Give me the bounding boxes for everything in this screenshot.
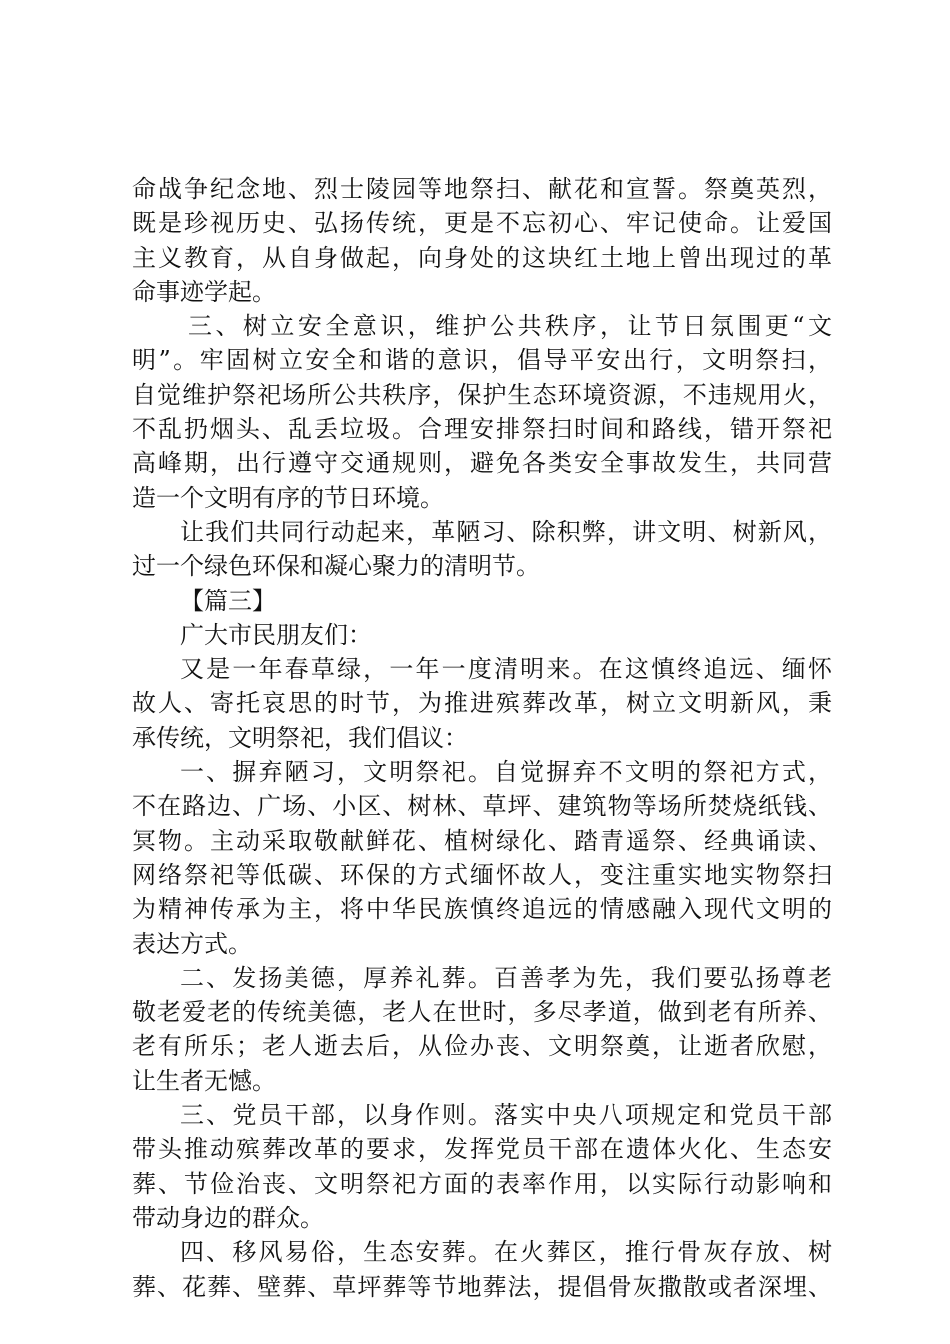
text-line: 为精神传承为主，将中华民族慎终追远的情感融入现代文明的 bbox=[132, 895, 832, 924]
text-line: 三、树立安全意识，维护公共秩序，让节日氛围更“文 bbox=[188, 312, 832, 341]
text-line: 不在路边、广场、小区、树林、草坪、建筑物等场所焚烧纸钱、 bbox=[132, 792, 832, 821]
text-line: 既是珍视历史、弘扬传统，更是不忘初心、牢记使命。让爱国 bbox=[132, 209, 832, 238]
text-line: 过一个绿色环保和凝心聚力的清明节。 bbox=[132, 552, 540, 581]
text-line: 广大市民朋友们： bbox=[180, 620, 372, 649]
text-line: 明”。牢固树立安全和谐的意识，倡导平安出行，文明祭扫， bbox=[132, 346, 832, 375]
document-body-text bbox=[132, 172, 832, 1304]
text-line: 让生者无憾。 bbox=[132, 1066, 276, 1095]
text-line: 老有所乐；老人逝去后，从俭办丧、文明祭奠，让逝者欣慰， bbox=[132, 1032, 832, 1061]
text-line: 带头推动殡葬改革的要求，发挥党员干部在遗体火化、生态安 bbox=[132, 1135, 832, 1164]
text-line: 冥物。主动采取敬献鲜花、植树绿化、踏青遥祭、经典诵读、 bbox=[132, 826, 832, 855]
text-line: 自觉维护祭祀场所公共秩序，保护生态环境资源，不违规用火， bbox=[132, 380, 832, 409]
text-line: 命战争纪念地、烈士陵园等地祭扫、献花和宣誓。祭奠英烈， bbox=[132, 175, 832, 203]
text-line: 一、摒弃陋习，文明祭祀。自觉摒弃不文明的祭祀方式， bbox=[180, 758, 832, 787]
text-line: 高峰期，出行遵守交通规则，避免各类安全事故发生，共同营 bbox=[132, 449, 832, 478]
text-line: 三、党员干部，以身作则。落实中央八项规定和党员干部 bbox=[180, 1101, 832, 1130]
text-line: 故人、寄托哀思的时节，为推进殡葬改革，树立文明新风，秉 bbox=[132, 689, 832, 718]
text-line: 葬、花葬、壁葬、草坪葬等节地葬法，提倡骨灰撒散或者深埋、 bbox=[132, 1272, 832, 1301]
text-line: 造一个文明有序的节日环境。 bbox=[132, 483, 444, 512]
text-line: 不乱扔烟头、乱丢垃圾。合理安排祭扫时间和路线，错开祭祀 bbox=[132, 415, 832, 444]
text-line: 葬、节俭治丧、文明祭祀方面的表率作用，以实际行动影响和 bbox=[132, 1169, 832, 1198]
text-line: 承传统，文明祭祀，我们倡议： bbox=[132, 723, 468, 752]
text-line: 表达方式。 bbox=[132, 929, 252, 958]
text-line: 又是一年春草绿，一年一度清明来。在这慎终追远、缅怀 bbox=[180, 655, 832, 684]
text-line: 命事迹学起。 bbox=[132, 277, 276, 306]
text-line: 带动身边的群众。 bbox=[132, 1203, 324, 1232]
text-line: 【篇三】 bbox=[180, 586, 276, 615]
text-line: 敬老爱老的传统美德，老人在世时，多尽孝道，做到老有所养、 bbox=[132, 998, 832, 1027]
text-line: 主义教育，从自身做起，向身处的这块红土地上曾出现过的革 bbox=[132, 243, 832, 272]
text-line: 四、移风易俗，生态安葬。在火葬区，推行骨灰存放、树 bbox=[180, 1238, 832, 1267]
text-line: 让我们共同行动起来，革陋习、除积弊，讲文明、树新风， bbox=[180, 517, 832, 546]
text-line: 二、发扬美德，厚养礼葬。百善孝为先，我们要弘扬尊老 bbox=[180, 963, 832, 992]
text-line: 网络祭祀等低碳、环保的方式缅怀故人，变注重实地实物祭扫 bbox=[132, 860, 832, 889]
